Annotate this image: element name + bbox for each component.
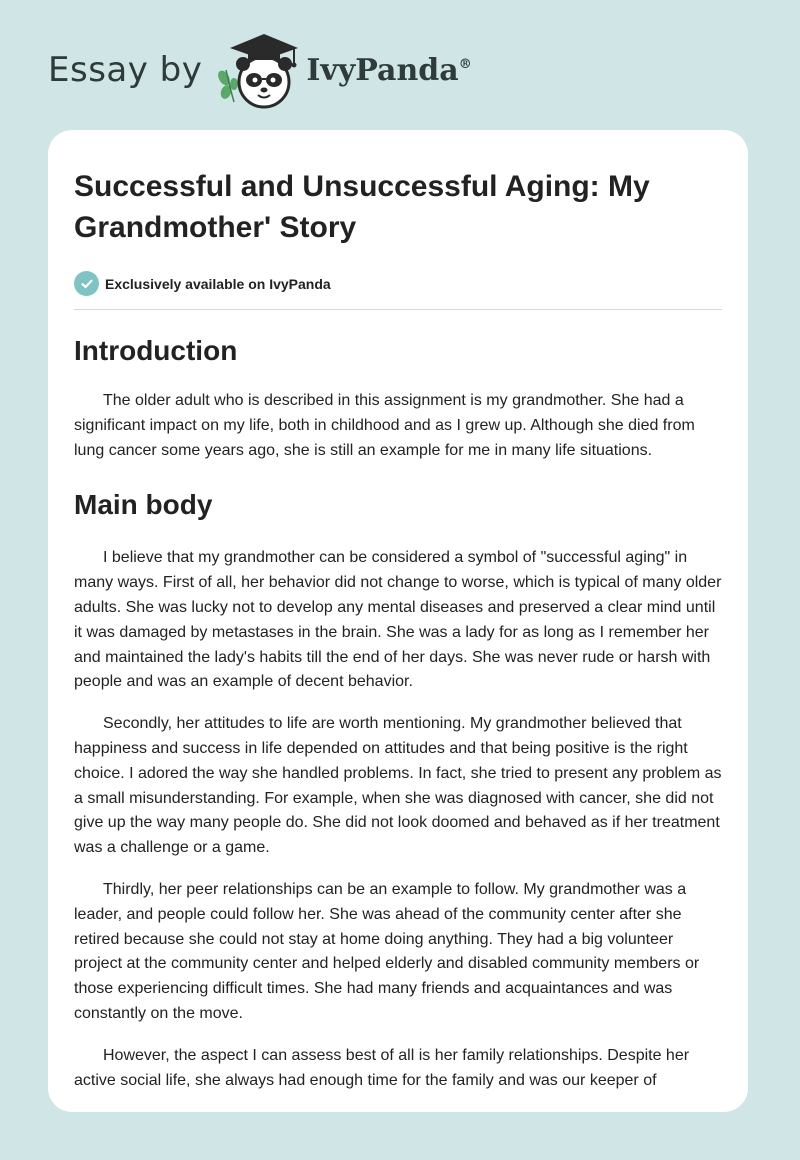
- exclusive-badge: [74, 271, 722, 296]
- brand-logo[interactable]: [48, 30, 472, 110]
- essay-card: [48, 130, 748, 1112]
- paragraph: Thirdly, her peer relationships can be an example to follow. My grandmother was a leader, and people could follow her. She was ahead of the community center after she retired because she could not stay at home doing anything. They had a big volunteer project at the community center and helped elderly and disabled community members or those experiencing difficult times. She had many friends and acquaintances and was constantly on the move.: [74, 880, 700, 1022]
- section-heading-main-body: Main body: [74, 489, 213, 521]
- brand-name: IvyPanda®: [306, 52, 472, 88]
- brand-prefix: Essay by: [48, 50, 203, 90]
- paragraph: The older adult who is described in this assignment is my grandmother. She had a significant impact on my life, both in childhood and as I grew up. Although she died from lung cancer some years ago, she is still an example for me in many life situations.: [74, 392, 695, 459]
- essay-title: Successful and Unsuccessful Aging: My Grandmother' Story: [74, 170, 650, 244]
- section-heading-introduction: Introduction: [74, 335, 238, 366]
- paragraph: However, the aspect I can assess best of all is her family relationships. Despite her active social life, she always had enough time for the family and was our keeper of: [74, 1046, 690, 1089]
- panda-mascot-icon: [216, 30, 302, 110]
- check-icon: [74, 271, 99, 296]
- title-divider: [74, 309, 722, 310]
- exclusive-badge-label: Exclusively available on IvyPanda: [105, 275, 331, 292]
- registered-mark: ®: [458, 56, 472, 72]
- paragraph: I believe that my grandmother can be considered a symbol of "successful aging" in many ways. First of all, her behavior did not change to worse, which is typical of many older adults. She was lucky not to develop any mental diseases and preserved a clear mind until it was damaged by metastases in the brain. She was a lady for as long as I remember her and maintained the lady's habits till the end of her days. She was never rude or harsh with people and was an example of decent behavior.: [74, 549, 722, 691]
- paragraph: Secondly, her attitudes to life are worth mentioning. My grandmother believed that happiness and success in life depended on attitudes and that being positive is the right choice. I adored the way she handled problems. In fact, she tried to present any problem as a small misunderstanding. For example, when she was diagnosed with cancer, she did not give up the way many people do. She did not look doomed and behaved as if her treatment was a challenge or a game.: [74, 715, 722, 857]
